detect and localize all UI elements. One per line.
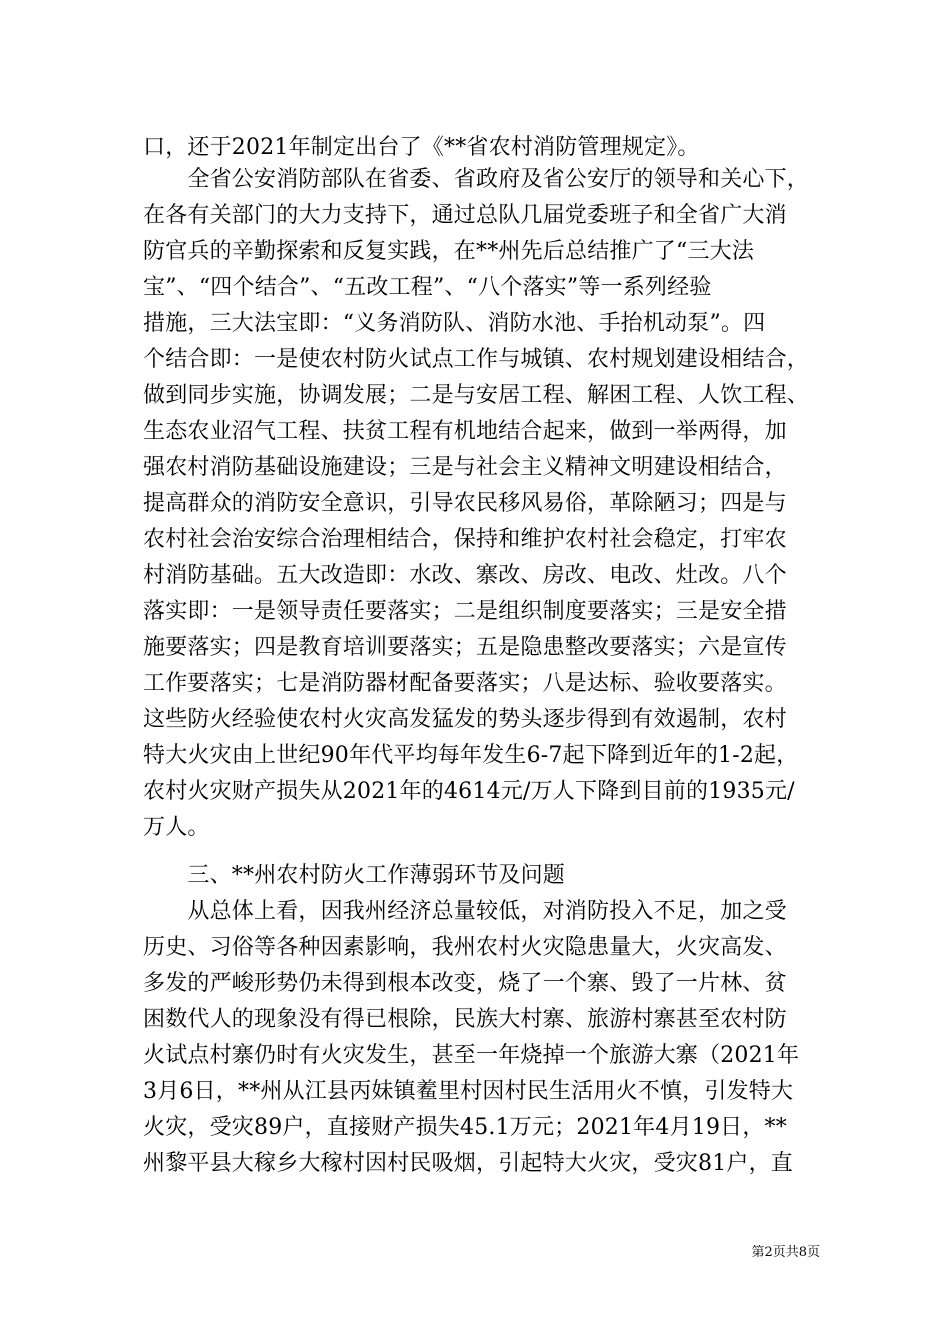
body-line: 生态农业沼气工程、扶贫工程有机地结合起来，做到一举两得，加 — [143, 419, 787, 444]
body-line: 提高群众的消防安全意识，引导农民移风易俗，革除陋习；四是与 — [143, 491, 787, 516]
body-line: 困数代人的现象没有得已根除，民族大村寨、旅游村寨甚至农村防 — [143, 1007, 787, 1032]
body-line: 从总体上看，因我州经济总量较低，对消防投入不足，加之受 — [143, 899, 787, 924]
page-number: 第2页共8页 — [751, 1245, 820, 1260]
body-line: 工作要落实；七是消防器材配备要落实；八是达标、验收要落实。 — [143, 671, 787, 696]
body-line: 全省公安消防部队在省委、省政府及省公安厅的领导和关心下， — [143, 167, 810, 192]
body-line: 3月6日，**州从江县丙妹镇鲝里村因村民生活用火不慎，引发特大 — [143, 1079, 794, 1104]
body-line: 历史、习俗等各种因素影响，我州农村火灾隐患量大，火灾高发、 — [143, 935, 787, 960]
body-line: 口，还于2021年制定出台了《**省农村消防管理规定》。 — [143, 135, 700, 160]
body-line: 多发的严峻形势仍未得到根本改变，烧了一个寨、毁了一片林、贫 — [143, 971, 787, 996]
body-line: 宝”、“四个结合”、“五改工程”、“八个落实”等一系列经验 — [143, 275, 712, 300]
body-line: 措施，三大法宝即：“义务消防队、消防水池、手抬机动泵”。四 — [143, 311, 766, 336]
body-line: 强农村消防基础设施建设；三是与社会主义精神文明建设相结合， — [143, 455, 787, 480]
body-line: 农村火灾财产损失从2021年的4614元/万人下降到目前的1935元/ — [143, 779, 795, 804]
body-line: 火试点村寨仍时有火灾发生，甚至一年烧掉一个旅游大寨（2021年 — [143, 1043, 800, 1068]
body-line: 做到同步实施，协调发展；二是与安居工程、解困工程、人饮工程、 — [143, 383, 810, 408]
section-heading: 三、**州农村防火工作薄弱环节及问题 — [143, 863, 566, 888]
body-line: 这些防火经验使农村火灾高发猛发的势头逐步得到有效遏制，农村 — [143, 707, 787, 732]
body-line: 村消防基础。五大改造即：水改、寨改、房改、电改、灶改。八个 — [143, 563, 787, 588]
body-line: 州黎平县大稼乡大稼村因村民吸烟，引起特大火灾，受灾81户，直 — [143, 1151, 793, 1176]
body-line: 防官兵的辛勤探索和反复实践，在**州先后总结推广了“三大法 — [143, 239, 755, 264]
body-line: 特大火灾由上世纪90年代平均每年发生6-7起下降到近年的1-2起， — [143, 743, 799, 768]
body-line: 落实即：一是领导责任要落实；二是组织制度要落实；三是安全措 — [143, 599, 787, 624]
body-line: 在各有关部门的大力支持下，通过总队几届党委班子和全省广大消 — [143, 203, 787, 228]
body-line: 火灾，受灾89户，直接财产损失45.1万元；2021年4月19日，** — [143, 1115, 787, 1140]
body-line: 农村社会治安综合治理相结合，保持和维护农村社会稳定，打牢农 — [143, 527, 787, 552]
body-line: 个结合即：一是使农村防火试点工作与城镇、农村规划建设相结合， — [143, 347, 810, 372]
body-line: 施要落实；四是教育培训要落实；五是隐患整改要落实；六是宣传 — [143, 635, 787, 660]
body-line: 万人。 — [143, 815, 210, 840]
